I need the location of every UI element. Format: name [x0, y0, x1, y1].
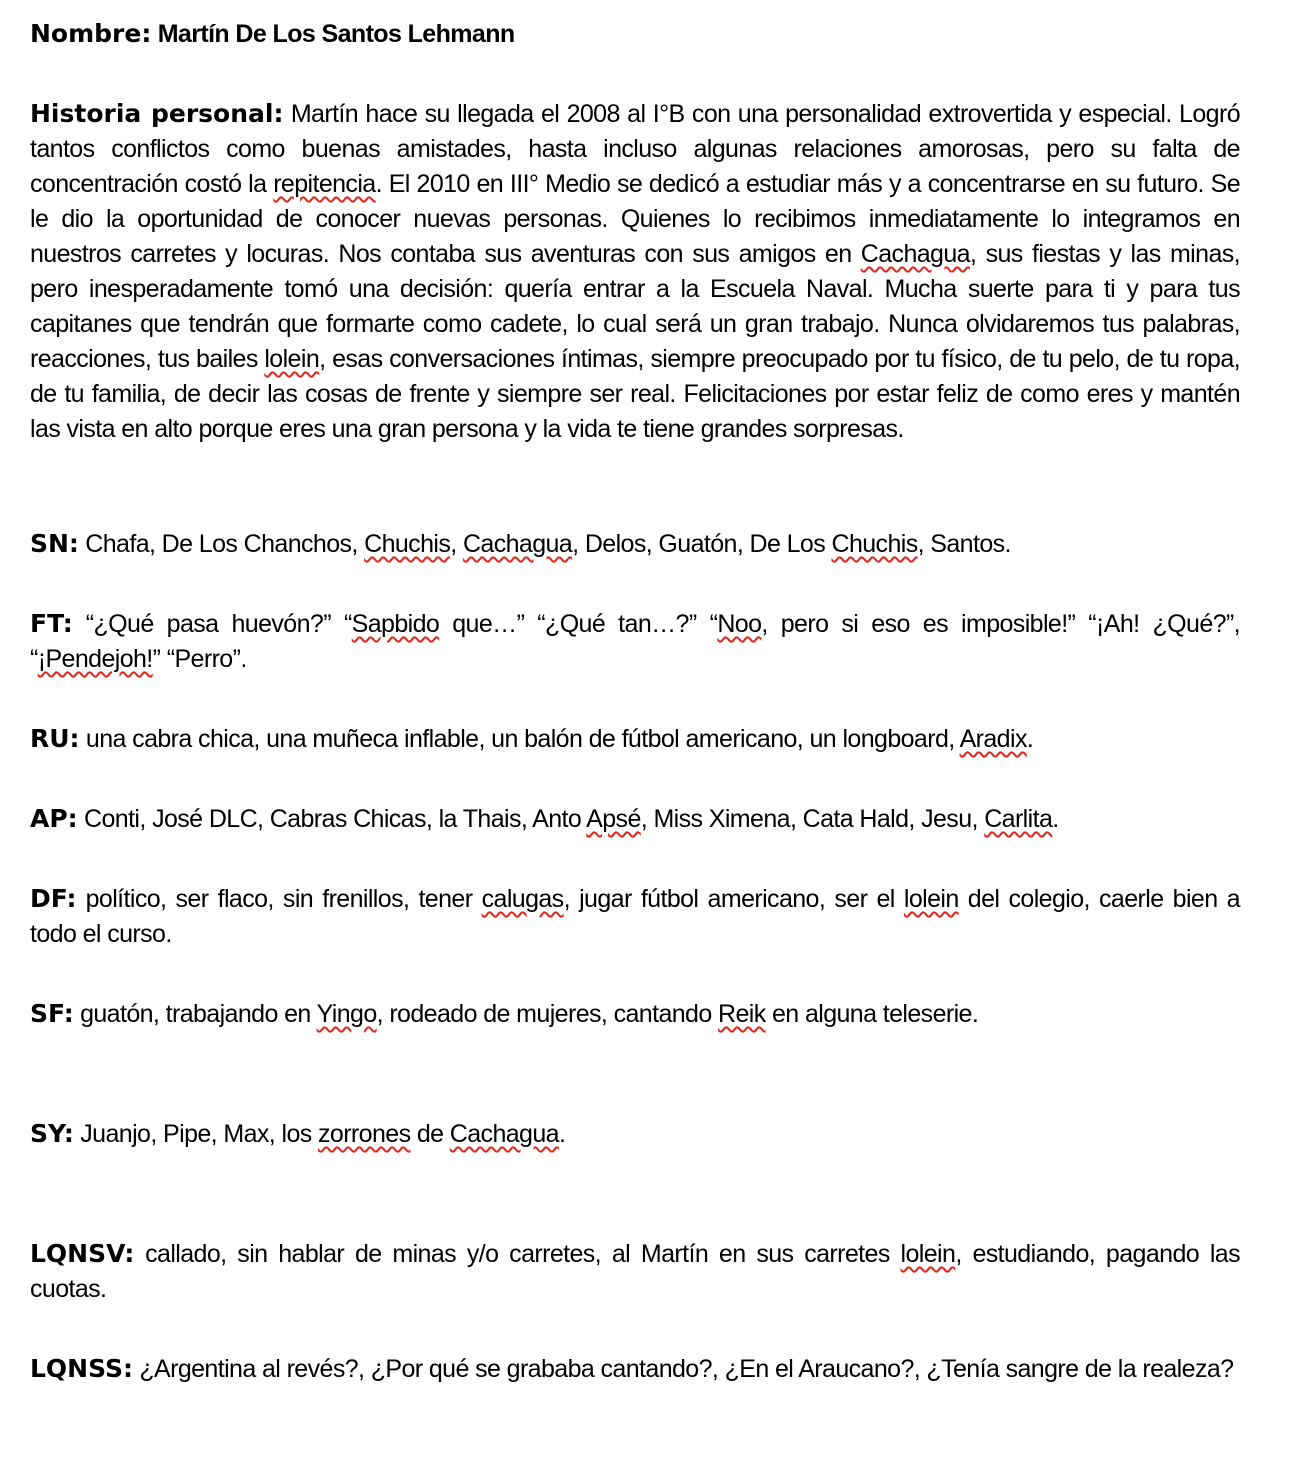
ap-section: [30, 801, 1240, 837]
ft-text: “¿Qué pasa huevón?” “: [72, 610, 352, 638]
lqnss-section: [30, 1351, 1240, 1387]
misspelled-word[interactable]: Yingo: [316, 1000, 377, 1028]
sn-text: , Delos, Guatón, De Los: [572, 530, 832, 558]
name-label: Nombre:: [30, 19, 152, 48]
lqnsv-text: , estudiando, pagando las cuotas.: [30, 1240, 1241, 1303]
ru-text: .: [1026, 725, 1034, 753]
misspelled-word[interactable]: Sapbido: [351, 610, 440, 638]
df-text: , jugar fútbol americano, ser el: [563, 885, 904, 913]
misspelled-word[interactable]: lolein: [900, 1240, 956, 1268]
misspelled-word[interactable]: Reik: [718, 1000, 766, 1028]
historia-text: , esas conversaciones íntimas, siempre preocupado por tu físico, de tu pelo, de tu ropa, de tu familia, de decir las cosas de frente y siempre ser real. Felicitaciones por estar feliz de como eres y mantén las vista en alto porque eres una gran persona y la vida te tiene grandes sorpresas.: [30, 345, 1240, 443]
lqnsv-label: LQNSV:: [30, 1239, 135, 1268]
historia-section: [30, 96, 1240, 447]
misspelled-word[interactable]: Chuchis: [364, 530, 451, 558]
lqnss-label: LQNSS:: [30, 1354, 133, 1383]
ap-label: AP:: [30, 804, 78, 833]
misspelled-word[interactable]: calugas: [481, 885, 564, 913]
sy-text: de: [410, 1120, 450, 1148]
misspelled-word[interactable]: Cachagua: [860, 240, 970, 268]
ft-label: FT:: [30, 609, 73, 638]
df-text: político, ser flaco, sin frenillos, tener: [76, 885, 482, 913]
ru-text: una cabra chica, una muñeca inflable, un balón de fútbol americano, un longboard,: [79, 725, 960, 753]
sn-text: Chafa, De Los Chanchos,: [78, 530, 365, 558]
ft-section: [30, 606, 1240, 677]
df-label: DF:: [30, 884, 77, 913]
ap-text: , Miss Ximena, Cata Hald, Jesu,: [640, 805, 985, 833]
ru-section: [30, 721, 1240, 757]
historia-text: Martín hace su llegada el 2008 al I°B con una personalidad extrovertida y especial. Logró tantos conflictos como buenas amistades, hasta incluso algunas relaciones amorosas, pero su falta de concentración costó la: [30, 100, 1240, 198]
sn-label: SN:: [30, 529, 79, 558]
sf-text: , rodeado de mujeres, cantando: [376, 1000, 719, 1028]
sy-text: Juanjo, Pipe, Max, los: [73, 1120, 318, 1148]
sn-section: [30, 526, 1240, 562]
historia-text: , sus fiestas y las minas, pero inesperadamente tomó una decisión: quería entrar a la Escuela Naval. Mucha suerte para ti y para tus capitanes que tendrán que formarte como cadete, lo cual será un gran trabajo. Nunca olvidaremos tus palabras, reacciones, tus bailes: [30, 240, 1240, 373]
ap-text: .: [1052, 805, 1059, 833]
sn-text: , Santos.: [917, 530, 1011, 558]
misspelled-word[interactable]: Noo: [717, 610, 762, 638]
historia-label: Historia personal:: [30, 99, 284, 128]
sy-section: [30, 1116, 1240, 1152]
misspelled-word[interactable]: Aradix: [959, 725, 1027, 753]
ru-label: RU:: [30, 724, 80, 753]
lqnsv-section: [30, 1236, 1240, 1307]
df-text: del colegio, caerle bien a todo el curso.: [30, 885, 1240, 948]
sf-label: SF:: [30, 999, 74, 1028]
name-value: Martín De Los Santos Lehmann: [157, 20, 515, 48]
ft-text: , pero si eso es imposible!” “¡Ah! ¿Qué?”, “: [30, 610, 1240, 673]
misspelled-word[interactable]: Chuchis: [831, 530, 918, 558]
misspelled-word[interactable]: lolein: [903, 885, 959, 913]
name-section: [30, 16, 1240, 52]
ft-text: ” “Perro”.: [152, 645, 247, 673]
misspelled-word[interactable]: Cachagua: [449, 1120, 559, 1148]
sf-section: [30, 996, 1240, 1032]
misspelled-word[interactable]: ¡Pendejoh!: [37, 645, 153, 673]
sf-text: guatón, trabajando en: [73, 1000, 317, 1028]
misspelled-word[interactable]: repitencia: [273, 170, 376, 198]
ft-text: que…” “¿Qué tan…?” “: [439, 610, 718, 638]
misspelled-word[interactable]: lolein: [264, 345, 320, 373]
sy-text: .: [558, 1120, 566, 1148]
lqnsv-text: callado, sin hablar de minas y/o carretes, al Martín en sus carretes: [134, 1240, 901, 1268]
ap-text: Conti, José DLC, Cabras Chicas, la Thais, Anto: [77, 805, 587, 833]
sn-text: ,: [450, 530, 463, 558]
misspelled-word[interactable]: Apsé: [586, 805, 641, 833]
df-section: [30, 881, 1240, 952]
misspelled-word[interactable]: Carlita: [984, 805, 1053, 833]
misspelled-word[interactable]: zorrones: [318, 1120, 411, 1148]
misspelled-word[interactable]: Cachagua: [462, 530, 573, 558]
historia-text: . El 2010 en III° Medio se dedicó a estudiar más y a concentrarse en su futuro. Se le dio la oportunidad de conocer nuevas personas. Quienes lo recibimos inmediatamente lo integramos en nuestros carretes y locuras. Nos contaba sus aventuras con sus amigos en: [30, 170, 1240, 268]
sy-label: SY:: [30, 1119, 74, 1148]
sf-text: en alguna teleserie.: [765, 1000, 979, 1028]
lqnss-text: ¿Argentina al revés?, ¿Por qué se grababa cantando?, ¿En el Araucano?, ¿Tenía sangre de la realeza?: [133, 1355, 1234, 1383]
